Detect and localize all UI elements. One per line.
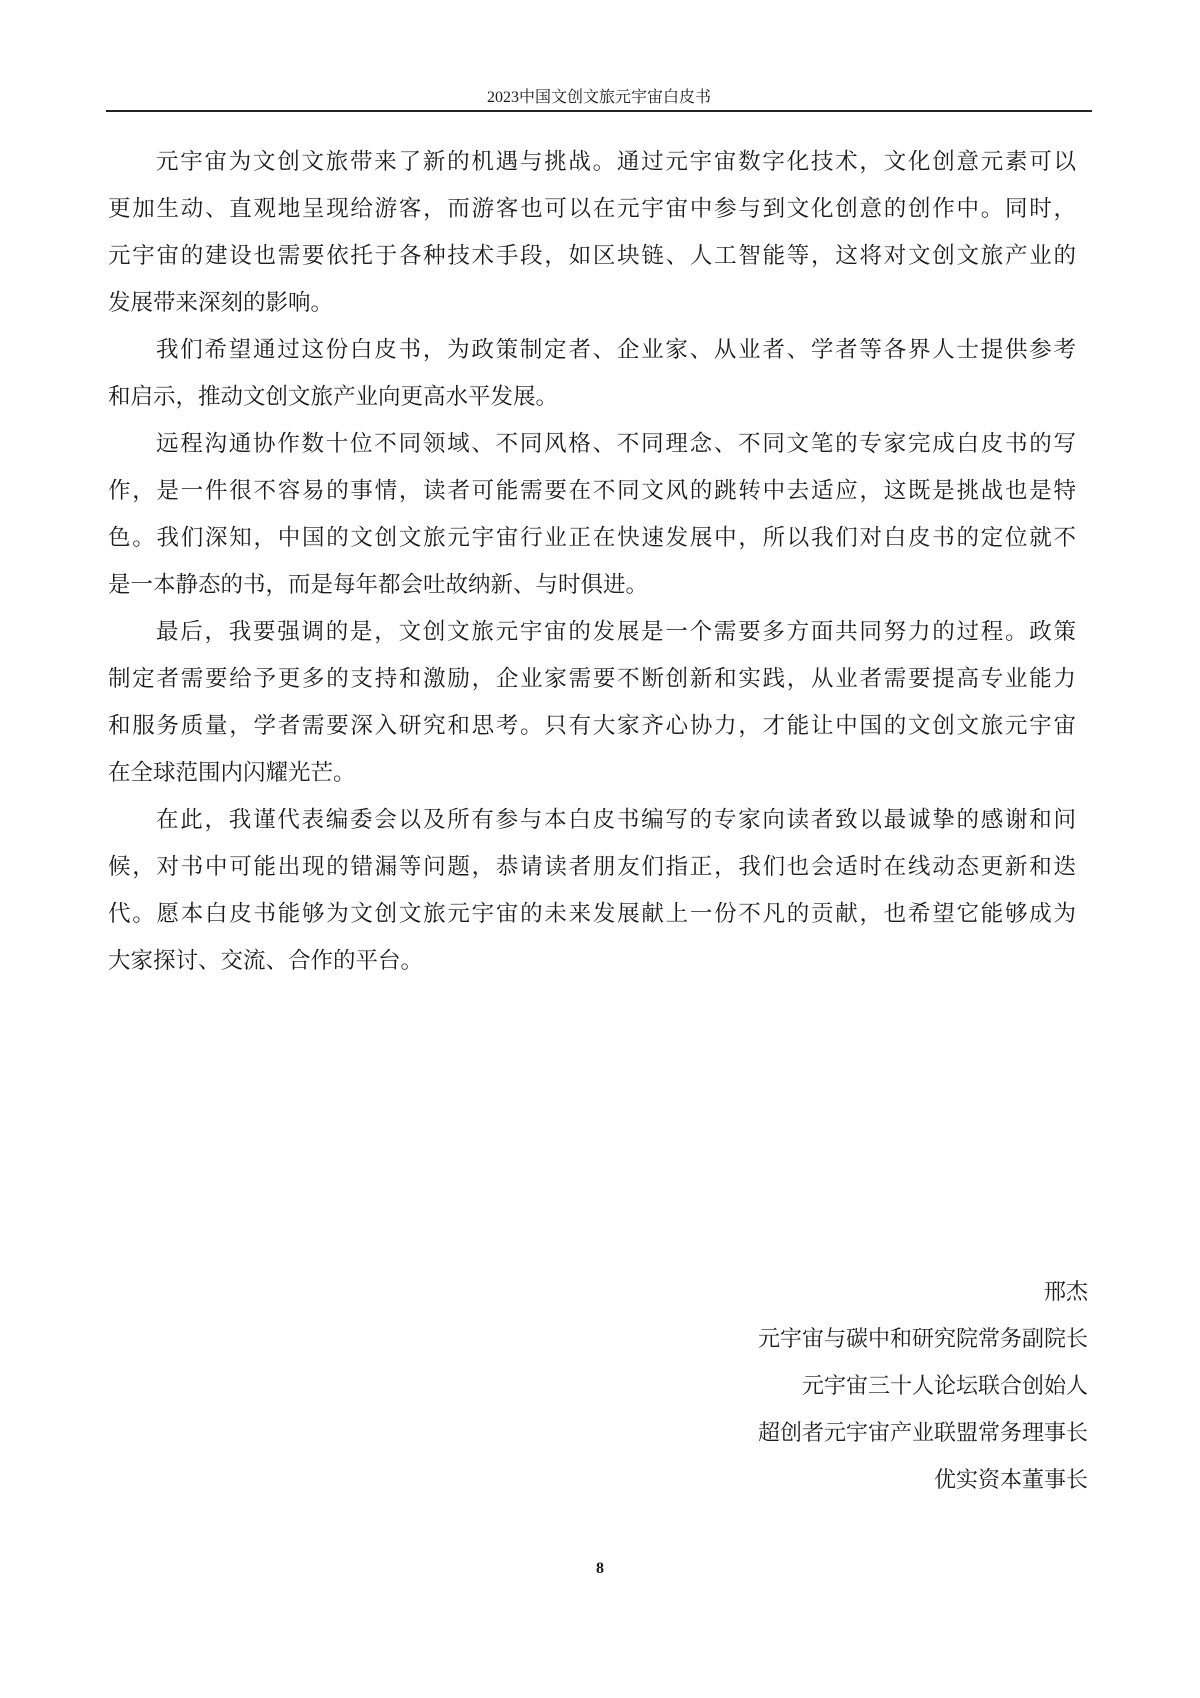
paragraph-line: 更加生动、直观地呈现给游客，而游客也可以在元宇宙中参与到文化创意的创作中。同时， [108,196,1076,221]
paragraph-line: 在此，我谨代表编委会以及所有参与本白皮书编写的专家向读者致以最诚挚的感谢和问 [156,807,1076,832]
running-header: 2023中国文创文旅元宇宙白皮书 [486,89,711,106]
paragraph-line: 色。我们深知，中国的文创文旅元宇宙行业正在快速发展中，所以我们对白皮书的定位就不 [108,525,1076,550]
paragraph-line: 远程沟通协作数十位不同领域、不同风格、不同理念、不同文笔的专家完成白皮书的写 [156,431,1076,456]
signature-title: 元宇宙与碳中和研究院常务副院长 [757,1326,1088,1351]
body-text [108,142,1076,988]
paragraph-line: 我们希望通过这份白皮书，为政策制定者、企业家、从业者、学者等各界人士提供参考 [156,337,1076,362]
header-rule [106,110,1092,112]
paragraph-line: 在全球范围内闪耀光芒。 [108,760,356,785]
page-number: 8 [596,1560,604,1577]
paragraph-line: 代。愿本白皮书能够为文创文旅元宇宙的未来发展献上一份不凡的贡献，也希望它能够成为 [108,901,1076,926]
paragraph-line: 元宇宙的建设也需要依托于各种技术手段，如区块链、人工智能等，这将对文创文旅产业的 [108,243,1076,268]
paragraph-line: 发展带来深刻的影响。 [108,290,334,315]
paragraph-line: 候，对书中可能出现的错漏等问题，恭请读者朋友们指正，我们也会适时在线动态更新和迭 [108,854,1076,879]
paragraph-line: 作，是一件很不容易的事情，读者可能需要在不同文风的跳转中去适应，这既是挑战也是特 [108,478,1076,503]
paragraph-line: 制定者需要给予更多的支持和激励，企业家需要不断创新和实践，从业者需要提高专业能力 [108,666,1076,691]
signature-title: 超创者元宇宙产业联盟常务理事长 [757,1420,1088,1445]
paragraph-line: 和服务质量，学者需要深入研究和思考。只有大家齐心协力，才能让中国的文创文旅元宇宙 [108,713,1076,738]
paragraph-line: 最后，我要强调的是，文创文旅元宇宙的发展是一个需要多方面共同努力的过程。政策 [156,619,1076,644]
signature-name: 邢杰 [1043,1279,1088,1304]
signature-title: 元宇宙三十人论坛联合创始人 [801,1373,1088,1398]
paragraph-line: 和启示，推动文创文旅产业向更高水平发展。 [108,384,559,409]
signature-title: 优实资本董事长 [933,1467,1088,1492]
paragraph-line: 是一本静态的书，而是每年都会吐故纳新、与时俱进。 [108,572,649,597]
signature-block [758,1272,1088,1507]
paragraph-line: 大家探讨、交流、合作的平台。 [108,948,424,973]
paragraph-line: 元宇宙为文创文旅带来了新的机遇与挑战。通过元宇宙数字化技术，文化创意元素可以 [156,149,1076,174]
